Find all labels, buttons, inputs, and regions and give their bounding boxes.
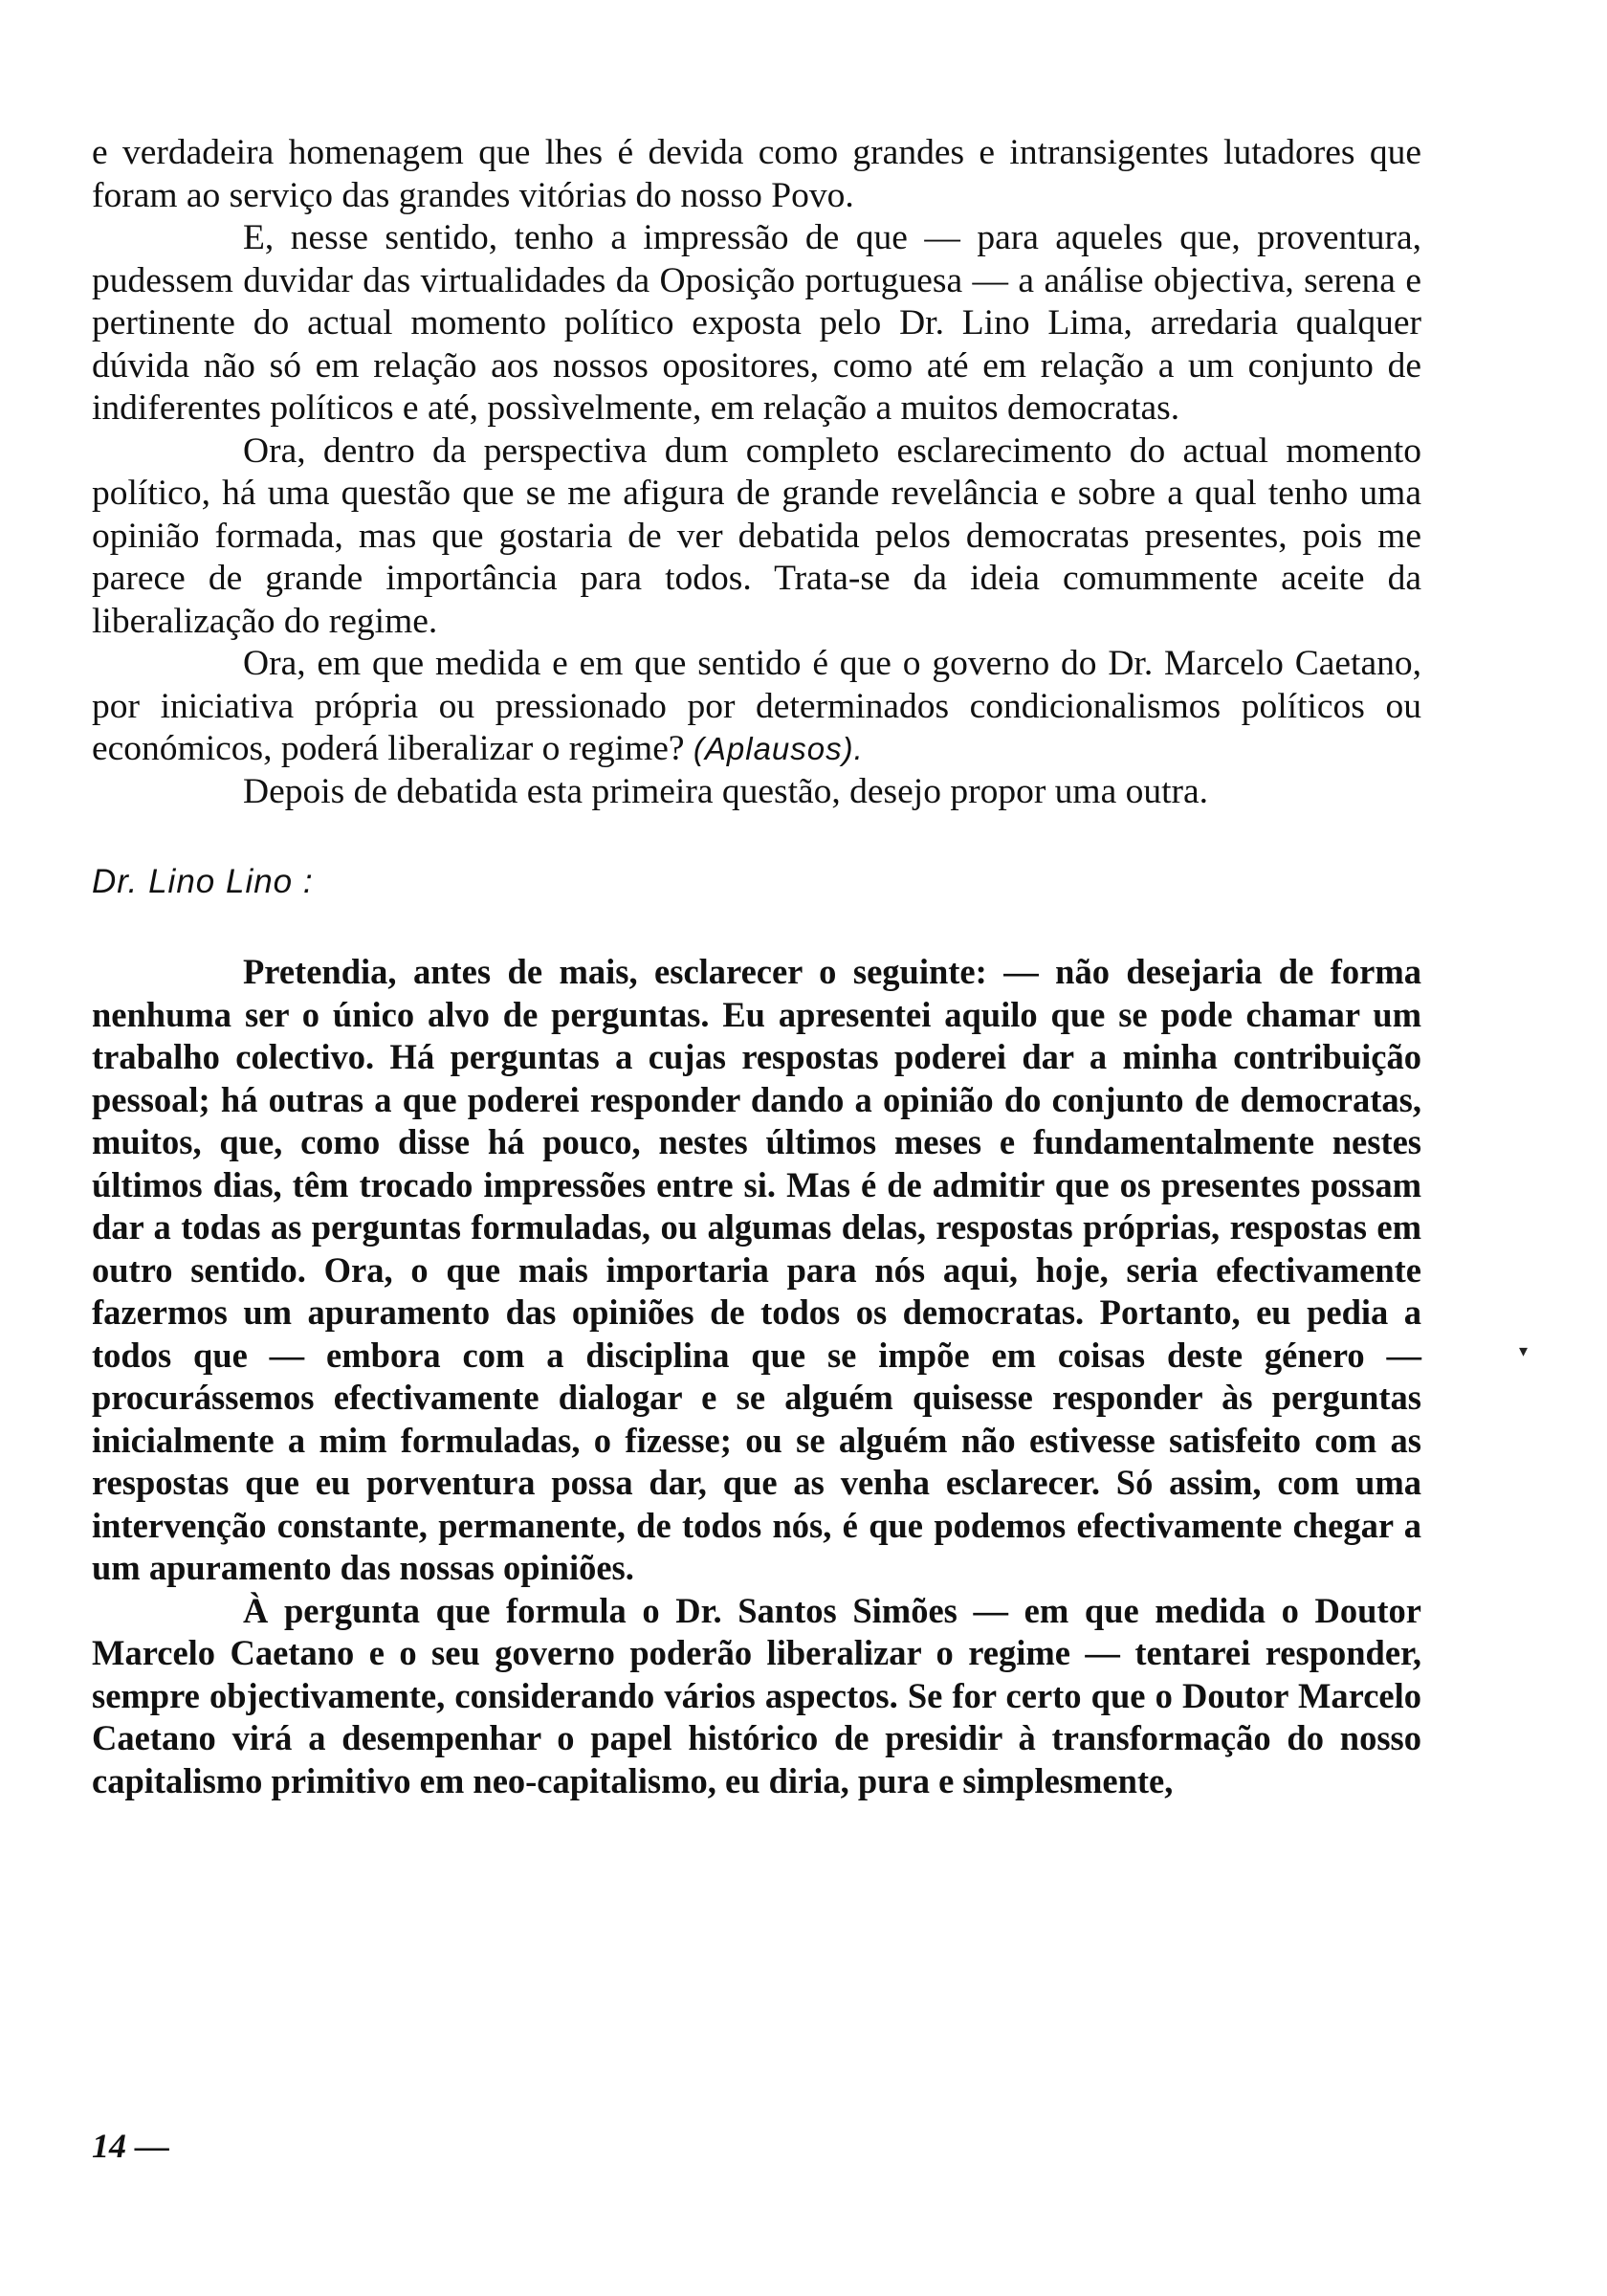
page-number: 14 — (92, 2127, 169, 2165)
paragraph-question (92, 643, 1421, 771)
paragraph: Depois de debatida esta primeira questão, desejo propor uma outra. (243, 771, 1209, 811)
paragraph: Pretendia, antes de mais, esclarecer o seguinte: — não desejaria de forma nenhuma ser o único alvo de perguntas. Eu apresentei aquilo que se pode chamar um trabalho colectivo. Há perguntas a cujas respostas poderei dar a minha contribuição pessoal; há outras a que poderei responder dando a opinião do conjunto de democratas, muitos, que, como disse há pouco, nestes últimos meses e fundamentalmente nestes últimos dias, têm trocado impressões entre si. Mas é de admitir que os presentes possam dar a todas as perguntas formuladas, ou algumas delas, respostas próprias, respostas em outro sentido. Ora, o que mais importaria para nós aqui, hoje, seria efectivamente fazermos um apuramento das opiniões de todos os democratas. Portanto, eu pedia a todos que — embora com a disciplina que se impõe em coisas deste género — procurássemos efectivamente dialogar e se alguém quisesse responder às perguntas inicialmente a mim formuladas, o fizesse; ou se alguém não estivesse satisfeito com as respostas que eu porventura possa dar, que as venha esclarecer. Só assim, com uma intervenção constante, permanente, de todos nós, é que podemos efectivamente chegar a um apuramento das nossas opiniões. (92, 952, 1421, 1587)
speech-block (92, 951, 1421, 1802)
question-text: Ora, em que medida e em que sentido é que o governo do Dr. Marcelo Caetano, por iniciativa própria ou pressionado por determinados condicionalismos políticos ou económicos, poderá liberalizar o regime? (92, 644, 1421, 768)
speaker-heading: Dr. Lino Lino : (92, 863, 314, 900)
paragraph: À pergunta que formula o Dr. Santos Simões — em que medida o Doutor Marcelo Caetano e o seu governo poderão liberalizar o regime — tentarei responder, sempre objectivamente, considerando vários aspectos. Se for certo que o Doutor Marcelo Caetano virá a desempenhar o papel histórico de presidir à transformação do nosso capitalismo primitivo em neo-capitalismo, eu diria, pura e simplesmente, (92, 1590, 1421, 1800)
paragraph-continuation: e verdadeira homenagem que lhes é devida como grandes e intransigentes lutadores que foram ao serviço das grandes vitórias do nosso Povo. (92, 133, 1421, 215)
applause-note: (Aplausos). (693, 731, 864, 766)
margin-mark-icon: ▾ (1519, 1341, 1529, 1361)
paragraph: Ora, dentro da perspectiva dum completo esclarecimento do actual momento político, há uma questão que se me afigura de grande revelância e sobre a qual tenho uma opinião formada, mas que gostaria de ver debatida pelos democratas presentes, pois me parece de grande importância para todos. Trata-se da ideia comummente aceite da liberalização do regime. (92, 430, 1421, 641)
paragraph: E, nesse sentido, tenho a impressão de que — para aqueles que, proventura, pudessem duvidar das virtualidades da Oposição portuguesa — a análise objectiva, serena e pertinente do actual momento político exposta pelo Dr. Lino Lima, arredaria qualquer dúvida não só em relação aos nossos opositores, como até em relação a um conjunto de indiferentes políticos e até, possìvelmente, em relação a muitos democratas. (92, 218, 1421, 428)
page-body (92, 132, 1421, 1802)
